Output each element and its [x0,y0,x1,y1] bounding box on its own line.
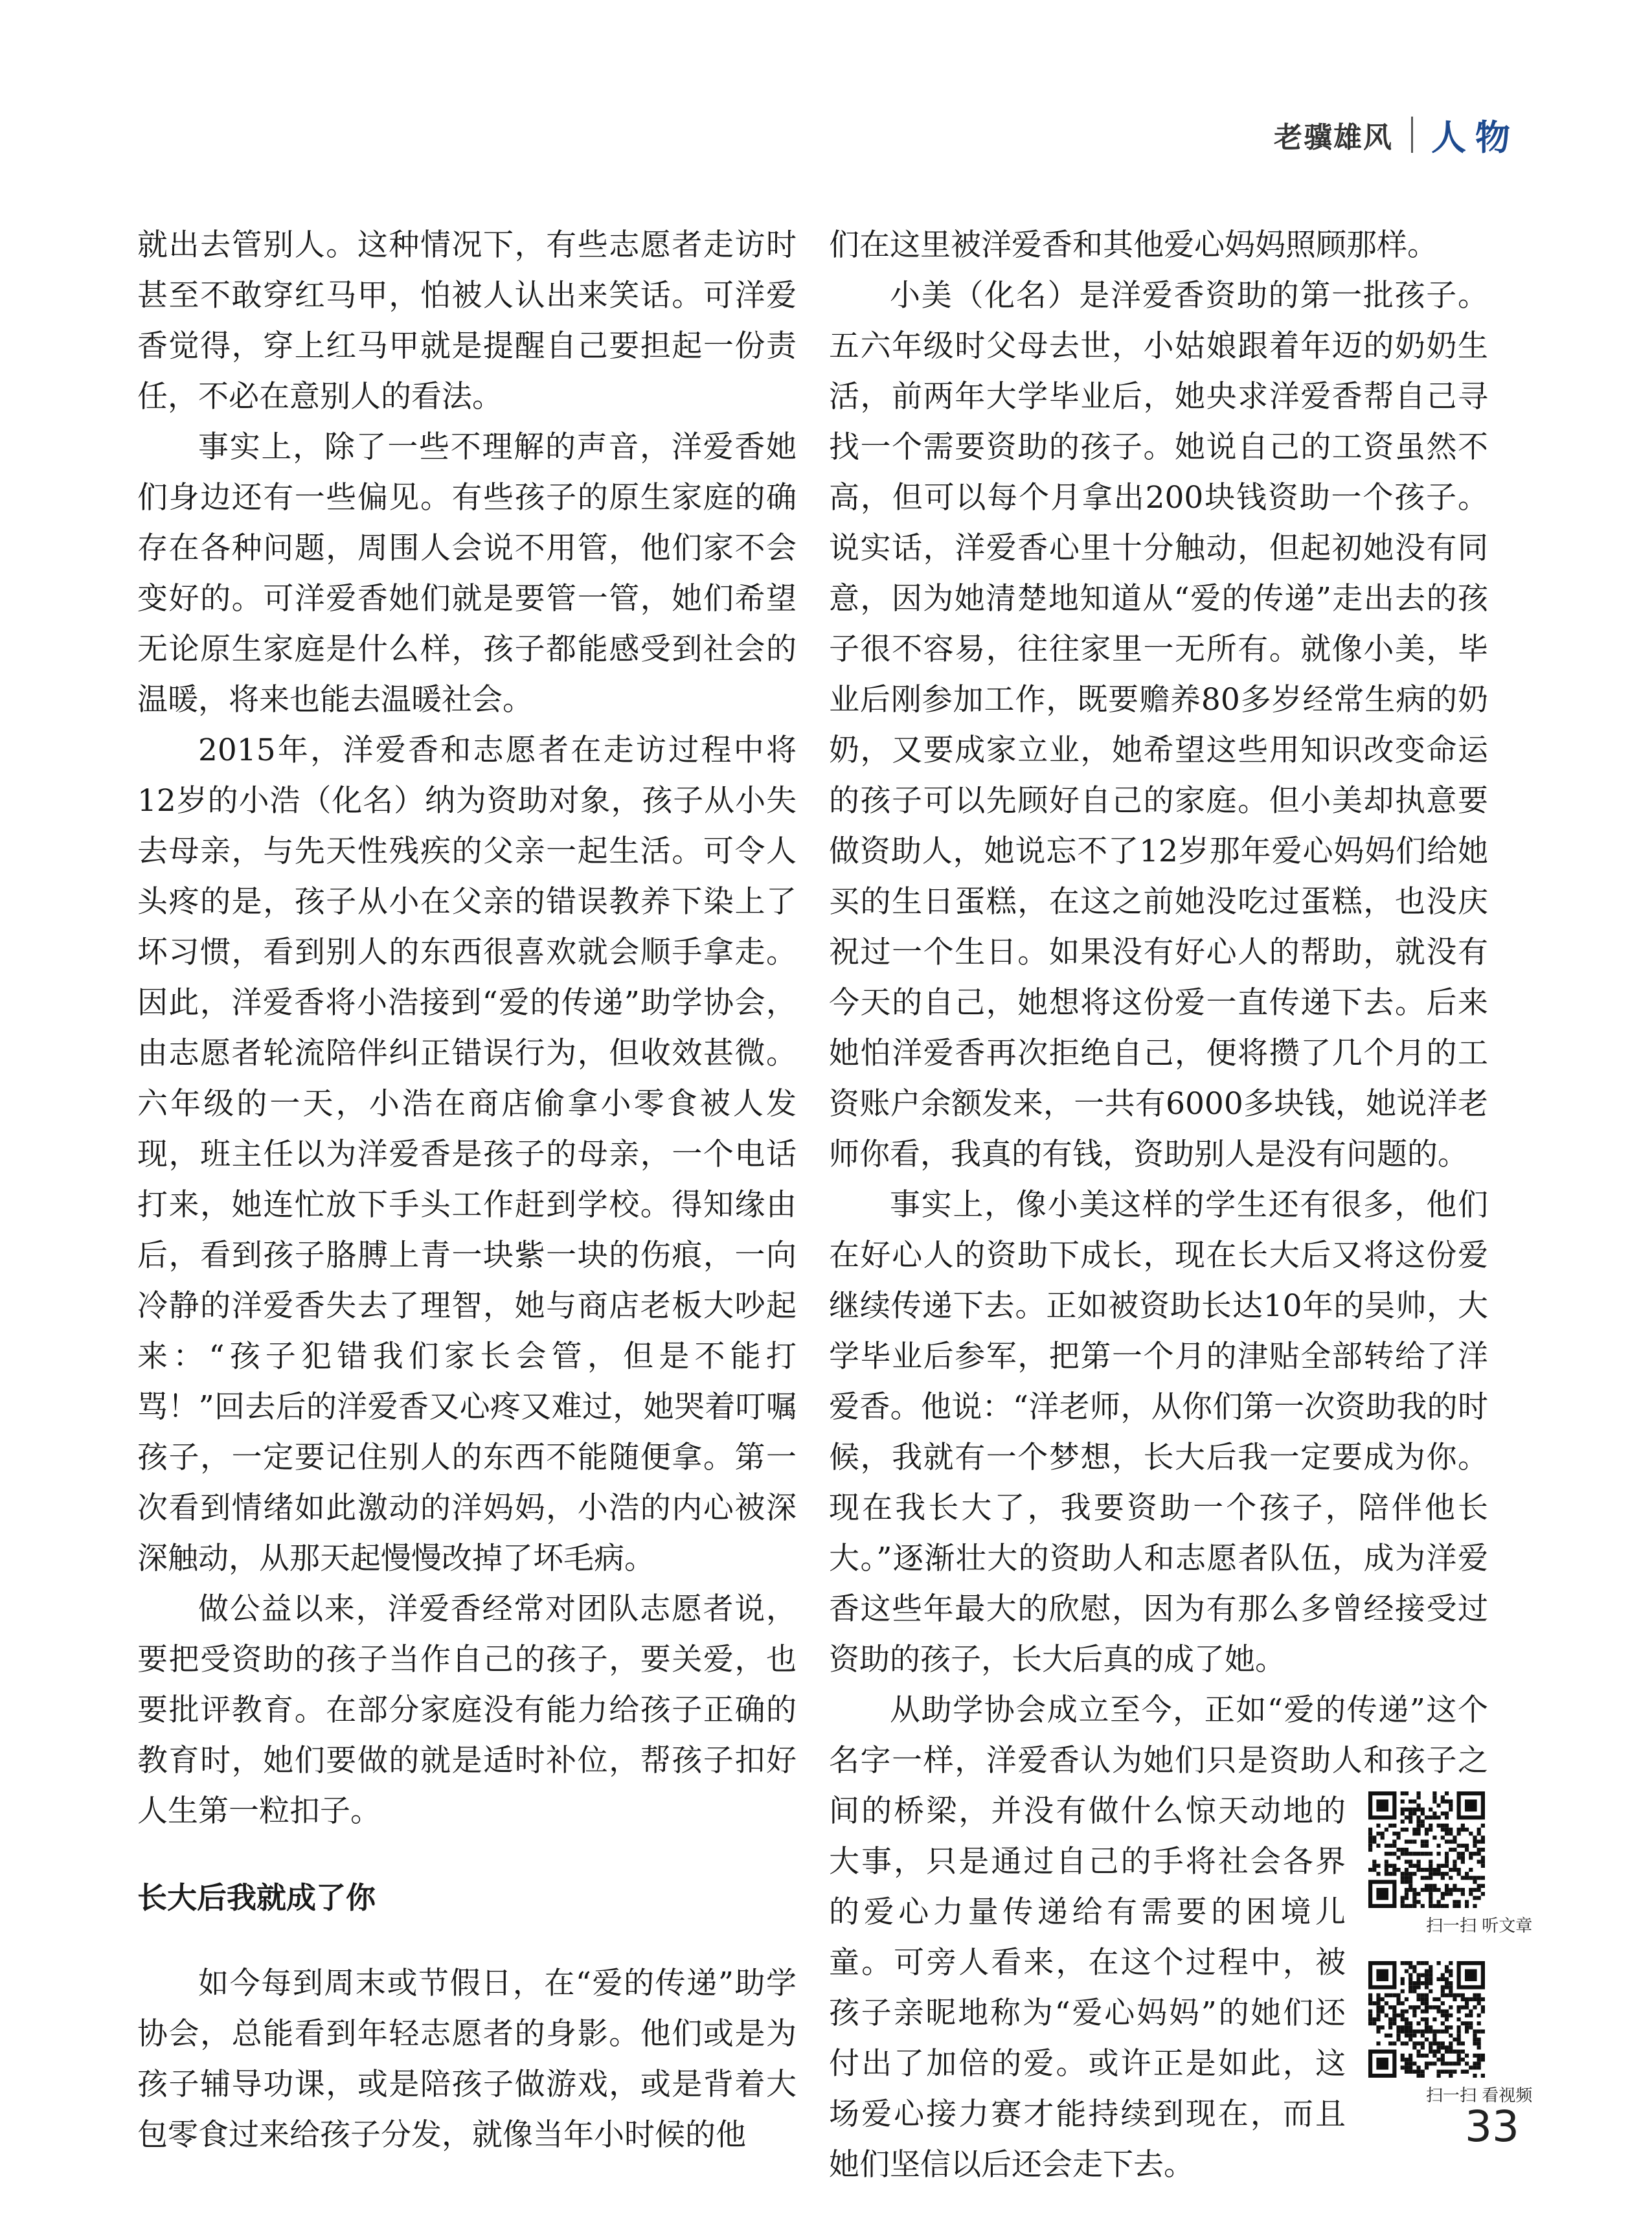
page-number: 33 [1465,2102,1519,2152]
section-title: 人物 [1431,117,1519,158]
qr-code-icon[interactable] [1368,1961,1485,2078]
qr-caption: 扫一扫 看视频 [1426,2086,1533,2106]
header-divider [1411,117,1413,153]
qr-caption: 扫一扫 听文章 [1426,1916,1533,1936]
page-header [1274,109,1519,161]
paragraph-text: 从助学协会成立至今，正如“爱的传递”这个名字一样，洋爱香认为她们只是资助人和孩子之间的桥梁 [829,1692,1488,1829]
column-name: 老骥雄风 [1274,121,1393,154]
qr-block-listen[interactable] [1365,1791,1533,1938]
qr-code-icon[interactable] [1368,1791,1485,1908]
paragraph: 如今每到周末或节假日，在“爱的传递”助学协会，总能看到年轻志愿者的身影。他们或是为孩子辅导功课，或是陪孩子做游戏，或是背着大包零食过来给孩子分发，就像当年小时候的他 [137,1966,797,2153]
paragraph: 事实上，除了一些不理解的声音，洋爱香她们身边还有一些偏见。有些孩子的原生家庭的确存在各种问题，周围人会说不用管，他们家不会变好的。可洋爱香她们就是要管一管，她们希望无论原生家庭是什么样，孩子都能感受到社会的温暖，将来也能去温暖社会。 [137,429,797,718]
paragraph: 做公益以来，洋爱香经常对团队志愿者说，要把受资助的孩子当作自己的孩子，要关爱，也要批评教育。在部分家庭没有能力给孩子正确的教育时，她们要做的就是适时补位，帮孩子扣好人生第一粒扣子。 [137,1591,797,1829]
paragraph: 小美（化名）是洋爱香资助的第一批孩子。五六年级时父母去世，小姑娘跟着年迈的奶奶生活，前两年大学毕业后，她央求洋爱香帮自己寻找一个需要资助的孩子。她说自己的工资虽然不高，但可以每个月拿出200块钱资助一个孩子。说实话，洋爱香心里十分触动，但起初她没有同意，因为她清楚地知道从“爱的传递”走出去的孩子很不容易，往往家里一无所有。就像小美，毕业后刚参加工作，既要赡养80多岁经常生病的奶奶，又要成家立业，她希望这些用知识改变命运的孩子可以先顾好自己的家庭。但小美却执意要做资助人，她说忘不了12岁那年爱心妈妈们给她买的生日蛋糕，在这之前她没吃过蛋糕，也没庆祝过一个生日。如果没有好心人的帮助，就没有今天的自己，她想将这份爱一直传递下去。后来她怕洋爱香再次拒绝自己，便将攒了几个月的工资账户余额发来，一共有6000多块钱，她说洋老师你看，我真的有钱，资助别人是没有问题的。 [829,278,1488,1172]
paragraph: 2015年，洋爱香和志愿者在走访过程中将12岁的小浩（化名）纳为资助对象，孩子从小失去母亲，与先天性残疾的父亲一起生活。可令人头疼的是，孩子从小在父亲的错误教养下染上了坏习惯，看到别人的东西很喜欢就会顺手拿走。因此，洋爱香将小浩接到“爱的传递”助学协会，由志愿者轮流陪伴纠正错误行为，但收效甚微。六年级的一天，小浩在商店偷拿小零食被人发现，班主任以为洋爱香是孩子的母亲，一个电话打来，她连忙放下手头工作赶到学校。得知缘由后，看到孩子胳膊上青一块紫一块的伤痕，一向冷静的洋爱香失去了理智，她与商店老板大吵起来：“孩子犯错我们家长会管，但是不能打骂！”回去后的洋爱香又心疼又难过，她哭着叮嘱孩子，一定要记住别人的东西不能随便拿。第一次看到情绪如此激动的洋妈妈，小浩的内心被深深触动，从那天起慢慢改掉了坏毛病。 [137,733,797,1576]
paragraph: 们在这里被洋爱香和其他爱心妈妈照顾那样。 [829,227,1438,263]
subheading: 长大后我就成了你 [137,1880,376,1915]
paragraph: 事实上，像小美这样的学生还有很多，他们在好心人的资助下成长，现在长大后又将这份爱继续传递下去。正如被资助长达10年的吴帅，大学毕业后参军，把第一个月的津贴全部转给了洋爱香。他说：“洋老师，从你们第一次资助我的时候，我就有一个梦想，长大后我一定要成为你。现在我长大了，我要资助一个孩子，陪伴他长大。”逐渐壮大的资助人和志愿者队伍，成为洋爱香这些年最大的欣慰，因为有那么多曾经接受过资助的孩子，长大后真的成了她。 [829,1187,1488,1677]
left-column [137,220,797,2153]
paragraph-text: ，并没有做什么惊天动地的大事，只是通过自己的手将社会各界的爱心力量传递给有需要的困境儿童。可旁人看来，在这个过程中，被孩子亲昵地称为“爱心妈妈”的她们还付出了加倍的爱。或许正是如此，这场爱心接力赛才能持续到现在，而且她们坚信以后还会走下去。 [829,1793,1346,2183]
qr-block-video[interactable] [1365,1961,1533,2107]
paragraph: 就出去管别人。这种情况下，有些志愿者走访时甚至不敢穿红马甲，怕被人认出来笑话。可洋爱香觉得，穿上红马甲就是提醒自己要担起一份责任，不必在意别人的看法。 [137,227,797,415]
